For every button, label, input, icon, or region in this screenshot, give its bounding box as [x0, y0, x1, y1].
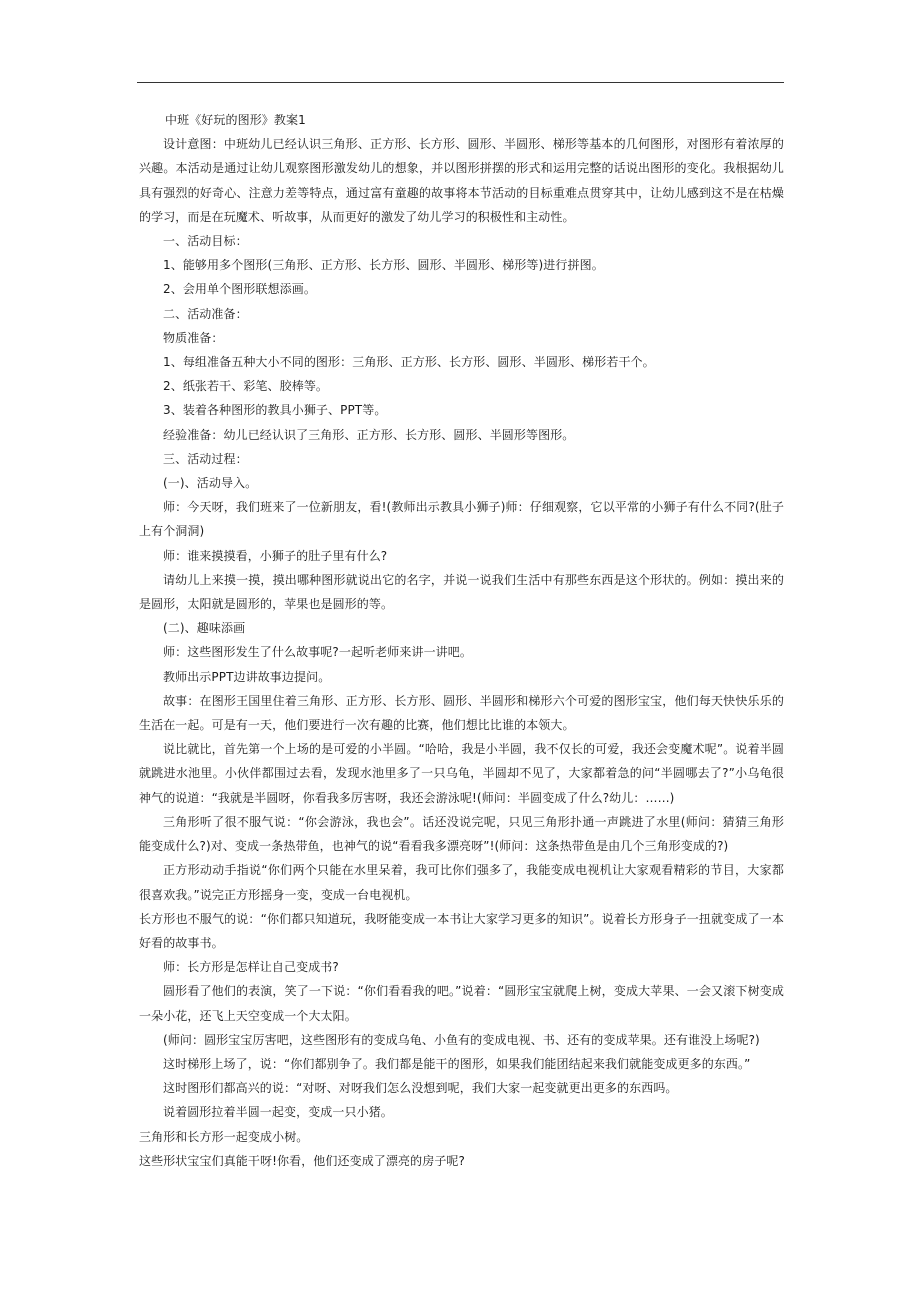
paragraph: 师：谁来摸摸看，小狮子的肚子里有什么?: [163, 548, 388, 563]
section-heading: 一、活动目标：: [163, 234, 248, 249]
paragraph: 教师出示PPT边讲故事边提问。: [163, 669, 331, 684]
paragraph: 设计意图：中班幼儿已经认识三角形、正方形、长方形、圆形、半圆形、梯形等基本的几何图形，对图形有着浓厚的兴趣。本活动是通过让幼儿观察图形激发幼儿的想象，并以图形拼摆的形式和运用完整的话说出图形的变化。我根据幼儿具有强烈的好奇心、注意力差等特点，通过富有童趣的故事将本节活动的目标重难点贯穿其中，让幼儿感到这不是在枯燥的学习，而是在玩魔术、听故事，从而更好的激发了幼儿学习的积极性和主动性。: [139, 137, 784, 224]
paragraph: 这些形状宝宝们真能干呀!你看，他们还变成了漂亮的房子呢?: [139, 1153, 465, 1168]
list-item: 3、装着各种图形的教具小狮子、PPT等。: [163, 403, 387, 418]
paragraph: (师问：圆形宝宝厉害吧，这些图形有的变成乌龟、小鱼有的变成电视、书、还有的变成苹果。还有谁没上场呢?): [163, 1032, 760, 1047]
list-item: 2、会用单个图形联想添画。: [163, 282, 316, 297]
paragraph: 圆形看了他们的表演，笑了一下说：“你们看看我的吧。”说着：“圆形宝宝就爬上树，变成大苹果、一会又滚下树变成一朵小花，还飞上天空变成一个大太阳。: [139, 984, 784, 1023]
subheading: (一)、活动导入。: [163, 476, 258, 491]
document-body: [139, 108, 784, 1173]
paragraph: 长方形也不服气的说：“你们都只知道玩，我呀能变成一本书让大家学习更多的知识”。说着长方形身子一扭就变成了一本好看的故事书。: [139, 911, 784, 950]
paragraph: 师：这些图形发生了什么故事呢?一起听老师来讲一讲吧。: [163, 645, 472, 660]
paragraph: 师：今天呀，我们班来了一位新朋友，看!(教师出示教具小狮子)师：仔细观察，它以平常的小狮子有什么不同?(肚子上有个洞洞): [139, 500, 784, 539]
paragraph: 三角形和长方形一起变成小树。: [139, 1129, 309, 1144]
subheading: 物质准备：: [163, 330, 224, 345]
section-heading: 三、活动过程：: [163, 451, 248, 466]
list-item: 1、每组准备五种大小不同的图形：三角形、正方形、长方形、圆形、半圆形、梯形若干个。: [163, 355, 655, 370]
header-rule: [137, 82, 784, 83]
paragraph: 请幼儿上来摸一摸，摸出哪种图形就说出它的名字，并说一说我们生活中有那些东西是这个形状的。例如：摸出来的是圆形，太阳就是圆形的，苹果也是圆形的等。: [139, 572, 784, 612]
paragraph: 说着圆形拉着半圆一起变，变成一只小猪。: [163, 1105, 393, 1120]
paragraph: 正方形动动手指说“你们两个只能在水里呆着，我可比你们强多了，我能变成电视机让大家观看精彩的节目，大家都很喜欢我。”说完正方形摇身一变，变成一台电视机。: [139, 863, 784, 902]
paragraph: 这时梯形上场了，说：“你们都别争了。我们都是能干的图形，如果我们能团结起来我们就能变成更多的东西。”: [163, 1056, 751, 1071]
paragraph: 故事：在图形王国里住着三角形、正方形、长方形、圆形、半圆形和梯形六个可爱的图形宝宝，他们每天快快乐乐的生活在一起。可是有一天，他们要进行一次有趣的比赛，他们想比比谁的本领大。: [139, 693, 784, 733]
paragraph: 经验准备：幼儿已经认识了三角形、正方形、长方形、圆形、半圆形等图形。: [163, 427, 575, 442]
list-item: 1、能够用多个图形(三角形、正方形、长方形、圆形、半圆形、梯形等)进行拼图。: [163, 258, 604, 273]
paragraph: 三角形听了很不服气说：“你会游泳，我也会”。话还没说完呢，只见三角形扑通一声跳进了水里(师问：猜猜三角形能变成什么?)对、变成一条热带鱼，也神气的说“看看我多漂亮呀”!(师问：这条热带鱼是由几个三角形变成的?): [139, 814, 784, 854]
document-title: 中班《好玩的图形》教案1: [165, 113, 306, 127]
paragraph: 说比就比，首先第一个上场的是可爱的小半圆。“哈哈，我是小半圆，我不仅长的可爱，我还会变魔术呢”。说着半圆就跳进水池里。小伙伴都围过去看，发现水池里多了一只乌龟，半圆却不见了，大家都着急的问“半圆哪去了?”小乌龟很神气的说道：“我就是半圆呀，你看我多厉害呀，我还会游泳呢!(师问：半圆变成了什么?幼儿：……): [139, 742, 784, 805]
section-heading: 二、活动准备：: [163, 306, 248, 321]
list-item: 2、纸张若干、彩笔、胶棒等。: [163, 379, 329, 394]
subheading: (二)、趣味添画: [163, 621, 246, 636]
paragraph: 这时图形们都高兴的说：“对呀、对呀我们怎么没想到呢，我们大家一起变就更出更多的东西吗。: [163, 1081, 678, 1096]
paragraph: 师：长方形是怎样让自己变成书?: [163, 960, 339, 975]
